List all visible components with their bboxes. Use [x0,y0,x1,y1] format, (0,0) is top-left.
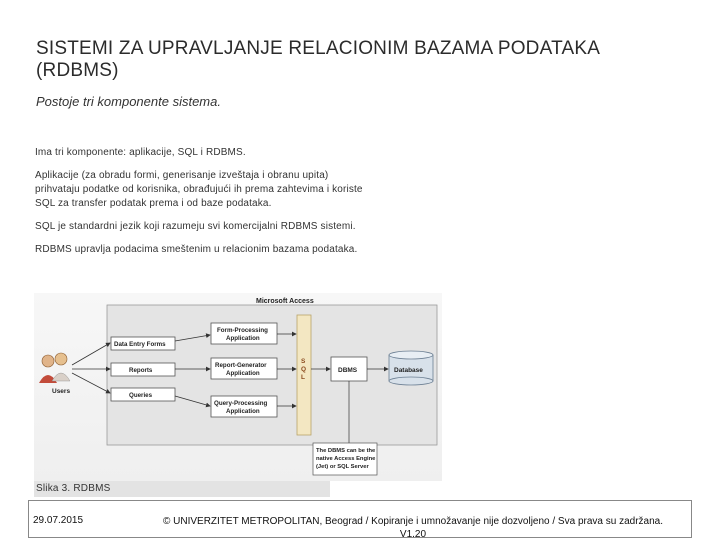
app-label-form-1: Form-Processing [217,327,268,334]
app-label-form-2: Application [226,335,260,342]
figure-caption: Slika 3. RDBMS [34,481,330,497]
note-line-1: The DBMS can be the [316,448,376,454]
dbms-label: DBMS [338,367,358,374]
app-label-query-1: Query-Processing [214,400,268,407]
paragraph-1: Ima tri komponente: aplikacije, SQL i RDBMS. [35,147,246,158]
sql-letter-s: S [301,358,306,365]
paragraph-3: SQL je standardni jezik koji razumeju svi komercijalni RDBMS sistemi. [35,221,356,232]
users-label: Users [52,388,71,395]
slide-footer [28,500,692,538]
footer-date: 29.07.2015 [33,515,84,526]
slide-subtitle: Postoje tri komponente sistema. [36,94,221,109]
app-label-report-2: Application [226,370,260,377]
footer-copyright [137,515,689,541]
input-label-forms: Data Entry Forms [114,341,166,348]
note-line-3: (Jet) or SQL Server [316,464,369,470]
body-text [35,146,365,266]
sql-letter-q: Q [301,366,307,373]
input-label-reports: Reports [129,367,153,374]
copyright-line-2: V1.20 [399,529,427,540]
paragraph-4: RDBMS upravlja podacima smeštenim u relacionim bazama podataka. [35,244,358,255]
slide-title: SISTEMI ZA UPRAVLJANJE RELACIONIM BAZAMA PODATAKA (RDBMS) [36,38,600,81]
users-icon [39,353,70,383]
sql-letter-l: L [301,374,305,381]
input-label-queries: Queries [129,392,153,399]
rdbms-diagram [34,293,442,481]
app-label-report-1: Report-Generator [215,362,267,369]
database-label: Database [394,367,423,374]
paragraph-2: Aplikacije (za obradu formi, generisanje izveštaja i obranu upita) prihvataju podatke od korisnika, obrađujući ih prema zahtevima i koriste SQL za transfer podatak prema i od baze podataka. [35,170,363,209]
copyright-line-1: © UNIVERZITET METROPOLITAN, Beograd / Kopiranje i umnožavanje nije dozvoljeno / Sva prava su zadržana. [163,516,663,527]
access-label: Microsoft Access [256,298,314,305]
note-line-2: native Access Engine [316,456,376,462]
app-label-query-2: Application [226,408,260,415]
